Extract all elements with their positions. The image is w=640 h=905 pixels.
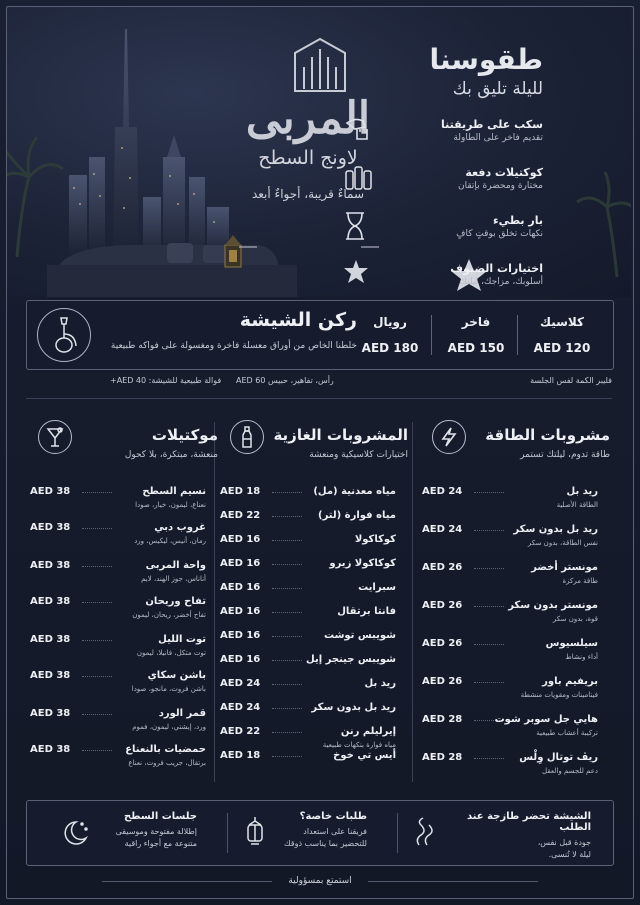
item-name: نسيم السطح [142, 486, 206, 497]
item-name: شويبس جينجر إيل [306, 654, 396, 665]
brand-tagline: سماءٌ قريبة، أجواءٌ أبعد [251, 187, 365, 201]
footer-text: استمتع بمسؤولية [288, 876, 352, 886]
item-name: مياه فوارة (لتر) [318, 510, 396, 521]
pour-icon [403, 115, 433, 145]
item-price: AED 24 [422, 524, 463, 535]
feature-desc: مختارة ومحضرة بإتقان [458, 180, 543, 191]
menu-item [30, 744, 206, 774]
item-desc: رمان، أنيس، ليكيس، ورد [134, 537, 206, 545]
column-subtitle: منعشة، مبتكرة، بلا كحول [124, 450, 218, 460]
item-price: AED 26 [422, 600, 463, 611]
shisha-title: ركن الشيشة [239, 309, 357, 331]
column-title: مشروبات الطاقة [485, 426, 610, 444]
menu-item [30, 708, 206, 738]
item-desc: توت متكل، فانيلا، ليمون [136, 649, 206, 657]
item-price: AED 24 [220, 678, 261, 689]
item-price: AED 38 [30, 486, 71, 497]
dotted-leader [82, 714, 112, 715]
item-desc: أناناس، جوز الهند، لايم [141, 575, 206, 583]
column-subtitle: اختيارات كلاسيكية ومنعشة [309, 450, 408, 460]
note-title: طلبات خاصة؟ [299, 811, 367, 822]
feature-desc: نكهات تخلق بوقتٍ كافٍ [456, 228, 543, 239]
item-name: مياه معدنية (مل) [313, 486, 396, 497]
note-item [257, 811, 367, 850]
soda-bottle-icon [230, 420, 264, 454]
note-desc [257, 826, 367, 850]
item-price: AED 38 [30, 560, 71, 571]
item-price: AED 26 [422, 638, 463, 649]
option-name: رويال [373, 315, 407, 329]
menu-item [30, 634, 206, 664]
menu-item [422, 676, 598, 706]
dotted-leader [474, 568, 504, 569]
note-item [77, 811, 197, 850]
dotted-leader [272, 516, 302, 517]
hourglass-icon [418, 211, 448, 241]
footer [0, 876, 640, 886]
item-price: AED 18 [220, 750, 261, 761]
item-desc: تفاح أخضر، ريحان، ليمون [132, 611, 206, 619]
notes-panel [26, 800, 614, 866]
dotted-leader [272, 636, 302, 637]
item-name: شويبس توشت [323, 630, 396, 641]
item-price: AED 22 [220, 726, 261, 737]
feature-title: اختيارات الضيوف [450, 261, 543, 275]
shisha-option [445, 315, 507, 355]
shisha-section [26, 300, 614, 370]
divider [517, 315, 518, 355]
brand-name: المربى [245, 93, 371, 144]
feature-slow-bar [343, 211, 543, 241]
note-desc-line: فريقنا على استعداد [303, 827, 367, 836]
item-name: توت الليل [158, 634, 206, 645]
item-desc: الطاقة الأصلية [556, 501, 598, 509]
smoke-icon [411, 815, 439, 849]
item-price: AED 16 [220, 654, 261, 665]
dotted-leader [272, 660, 302, 661]
item-price: AED 26 [422, 676, 463, 687]
shisha-desc: خلطنا الخاص من أوراق معسلة فاخرة ومغسولة على فواكه طبيعية [110, 341, 357, 351]
item-price: AED 28 [422, 752, 463, 763]
shisha-info-line [26, 376, 612, 390]
item-name: ريد بل بدون سكر [311, 702, 396, 713]
note-desc-line: إطلالة مفتوحة وموسيقى [115, 827, 197, 836]
dotted-leader [272, 588, 302, 589]
item-price: AED 16 [220, 582, 261, 593]
brand-subtitle: لاونج السطح [258, 147, 358, 169]
dotted-leader [82, 528, 112, 529]
dotted-leader [272, 708, 302, 709]
item-name: تفاح وريحان [145, 596, 206, 607]
item-desc: تركيبة أعشاب طبيعية [536, 729, 598, 737]
dotted-leader [272, 564, 302, 565]
column-divider [214, 422, 215, 782]
hero-subtitle: لليلة تليق بك [452, 79, 543, 99]
dotted-leader [272, 684, 302, 685]
divider [431, 315, 432, 355]
item-desc: مياه فوارة بنكهات طبيعية [322, 741, 396, 749]
note-desc-line: جودة قبل نفس، [537, 838, 591, 847]
dotted-leader [82, 566, 112, 567]
item-desc: نفس الطاقة، بدون سكر [527, 539, 598, 547]
item-name: ريڤ توتال وِلْس [519, 752, 598, 763]
hero-title: طقوسنا [429, 43, 543, 76]
item-name: حمضيات بالنعناع [125, 744, 206, 755]
item-price: AED 38 [30, 708, 71, 719]
bottles-icon [420, 163, 450, 193]
item-desc: باشن فروت، مانجو، صودا [131, 685, 206, 693]
item-desc: نعناع، ليمون، خيار، صودا [135, 501, 206, 509]
feature-bottles [343, 163, 543, 193]
dotted-leader [272, 540, 302, 541]
item-desc: طاقة مركزة [562, 577, 598, 585]
note-title: جلسات السطح [123, 811, 197, 822]
item-desc: برتقال، جريب فروت، نعناع [128, 759, 206, 767]
item-name: فانتا برتقال [337, 606, 396, 617]
dotted-leader [82, 640, 112, 641]
lantern-icon [241, 815, 269, 849]
item-name: قمر الورد [158, 708, 206, 719]
menu-item [422, 714, 598, 744]
menu-item [422, 600, 598, 630]
dotted-leader [272, 756, 302, 757]
dotted-leader [82, 750, 112, 751]
dotted-leader [82, 602, 112, 603]
column-subtitle: طاقة تدوم، ليلتك تستمر [520, 450, 610, 460]
dotted-leader [474, 758, 504, 759]
item-price: AED 38 [30, 522, 71, 533]
menu-item [30, 522, 206, 552]
item-name: هايي جل سوبر شوت [494, 714, 598, 725]
item-name: غروب دبي [154, 522, 206, 533]
item-desc: دعم للجسم والعقل [542, 767, 598, 775]
item-price: AED 16 [220, 630, 261, 641]
option-price: AED 120 [533, 341, 591, 355]
menu-item [30, 596, 206, 626]
item-price: AED 18 [220, 486, 261, 497]
dotted-leader [82, 676, 112, 677]
item-name: سيلسيوس [545, 638, 598, 649]
dotted-leader [474, 530, 504, 531]
footer-line [368, 881, 538, 882]
moon-stars-icon [61, 815, 89, 849]
item-name: كوكاكولا [354, 534, 396, 545]
note-title: الشيشة تحضر طازجة عند الطلب [466, 811, 591, 833]
item-name: ريد بل [566, 486, 598, 497]
cocktail-glass-icon [38, 420, 72, 454]
hookah-icon [37, 308, 91, 362]
item-name: مونستر بدون سكر [508, 600, 598, 611]
menu-item [30, 560, 206, 590]
item-desc: ورد، إيشتي، ليمون، فموم [132, 723, 206, 731]
item-price: AED 26 [422, 562, 463, 573]
menu-item [422, 638, 598, 668]
item-desc: فيتامينات ومقويات منشطة [520, 691, 598, 699]
item-name: باشن سكاي [147, 670, 206, 681]
item-desc: أداء ونشاط [565, 653, 598, 661]
dotted-leader [272, 612, 302, 613]
item-price: AED 24 [220, 702, 261, 713]
dotted-leader [82, 492, 112, 493]
divider [397, 813, 398, 853]
feature-title: بار بطيء [492, 213, 543, 227]
dotted-leader [474, 644, 504, 645]
divider [227, 813, 228, 853]
item-price: AED 24 [422, 486, 463, 497]
column-divider [412, 422, 413, 782]
option-name: كلاسيك [540, 315, 584, 329]
footer-line [102, 881, 272, 882]
item-name: سبرايت [358, 582, 396, 593]
hero-banner [7, 7, 631, 297]
info-item: رأس، تفاهير، حبيس AED 60 [236, 376, 334, 385]
menu-item [422, 752, 598, 782]
item-name: ريد بل [364, 678, 396, 689]
item-price: AED 28 [422, 714, 463, 725]
note-desc [441, 837, 591, 861]
item-price: AED 38 [30, 596, 71, 607]
menu-item [220, 750, 396, 780]
dotted-leader [474, 492, 504, 493]
column-title: المشروبات الغازية [273, 426, 408, 444]
item-price: AED 22 [220, 510, 261, 521]
item-price: AED 38 [30, 744, 71, 755]
dotted-leader [272, 732, 302, 733]
info-item: فليبر الكمة لفس الجلسة [530, 376, 612, 385]
item-price: AED 16 [220, 558, 261, 569]
item-name: بريفيم باور [542, 676, 598, 687]
dotted-leader [474, 606, 504, 607]
dotted-leader [272, 492, 302, 493]
menu-item [422, 524, 598, 554]
dotted-leader [474, 682, 504, 683]
feature-desc: أسلوبك، مزاجك، ليلتك [459, 276, 543, 287]
menu-item [422, 486, 598, 516]
item-name: مونستر أخضر [531, 562, 598, 573]
star-icon [412, 259, 442, 289]
item-price: AED 38 [30, 670, 71, 681]
item-name: كوكاكولا زيرو [329, 558, 396, 569]
note-desc-line: ليلة لا تُنسى. [548, 850, 591, 859]
section-divider [26, 398, 612, 399]
shisha-option [531, 315, 593, 355]
option-price: AED 180 [361, 341, 419, 355]
item-name: إيرليلم رنن [340, 726, 396, 737]
feature-desc: تقديم فاخر على الطاولة [453, 132, 543, 143]
note-item [441, 811, 591, 861]
item-name: أيس تي خوخ [333, 750, 396, 761]
shisha-option [359, 315, 421, 355]
option-name: فاخر [461, 315, 491, 329]
feature-pour [343, 115, 543, 145]
lightning-icon [432, 420, 466, 454]
item-price: AED 16 [220, 606, 261, 617]
column-title: موكتيلات [151, 426, 218, 444]
note-desc-line: متنوعة مع أجواء راقية [124, 839, 197, 848]
feature-title: سكب على طريقتنا [440, 117, 543, 131]
menu-item [422, 562, 598, 592]
item-price: AED 38 [30, 634, 71, 645]
item-name: واحة المربى [145, 560, 206, 571]
note-desc [77, 826, 197, 850]
menu-item [30, 670, 206, 700]
option-price: AED 150 [447, 341, 505, 355]
item-desc: قوة، بدون سكر [552, 615, 598, 623]
note-desc-line: للتحضير بما يناسب ذوقك [284, 839, 367, 848]
item-name: ريد بل بدون سكر [513, 524, 598, 535]
feature-title: كوكتيلات دفعة [465, 165, 543, 179]
menu-item [30, 486, 206, 516]
info-item: فوالة طبيعية للشيشة: AED 40+ [110, 376, 222, 385]
item-price: AED 16 [220, 534, 261, 545]
feature-guest-choice [343, 259, 543, 289]
